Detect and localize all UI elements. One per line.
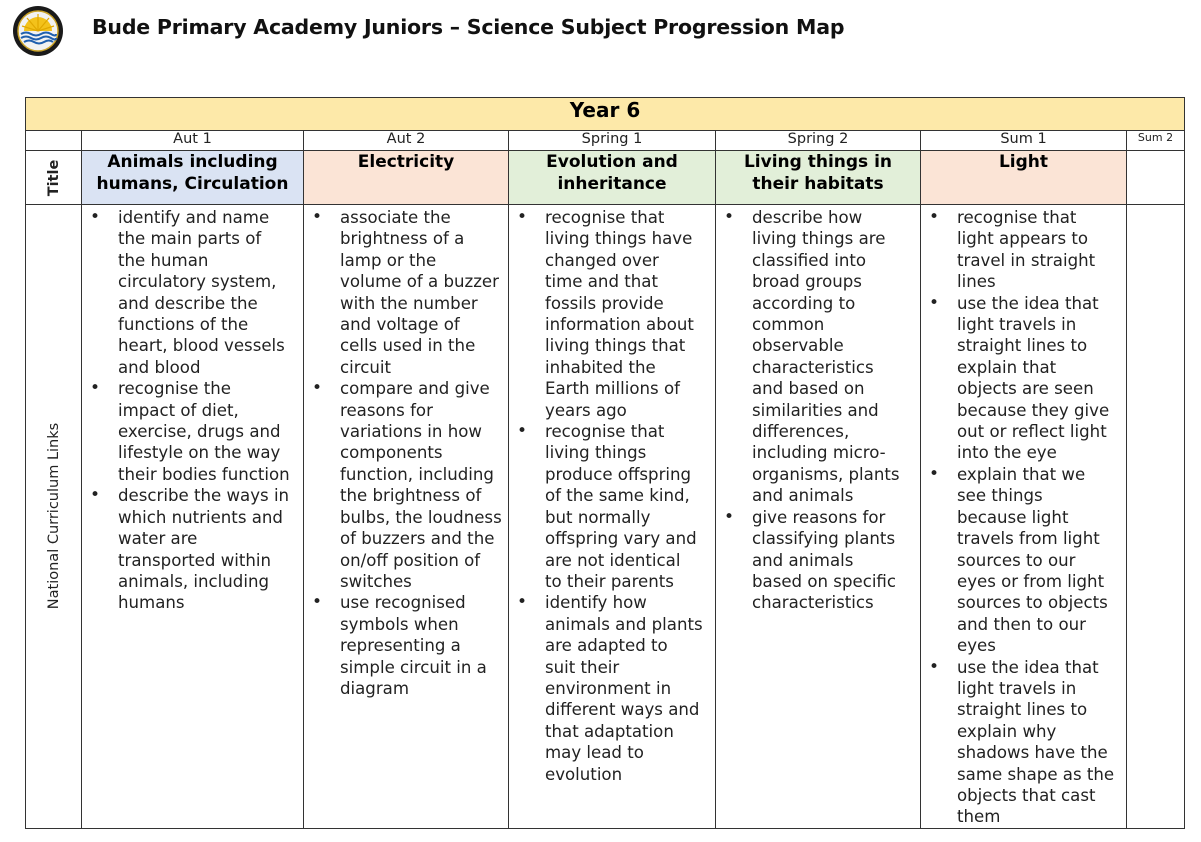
curriculum-line: observable [752,336,844,356]
curriculum-line: may lead to [545,743,644,763]
curriculum-item [509,421,711,592]
curriculum-item [82,485,299,613]
term-header: Sum 2 [1127,131,1185,151]
curriculum-line: diagram [340,678,410,698]
curriculum-line: inhabited the [545,357,656,377]
curriculum-line: different ways and [545,700,700,720]
curriculum-line: their bodies function [118,464,290,484]
curriculum-list [509,205,715,785]
curriculum-line: use the idea that [957,293,1099,313]
curriculum-line: eyes or from light [957,571,1105,591]
curriculum-list [304,205,508,699]
curriculum-list [82,205,303,614]
curriculum-line: use the idea that [957,657,1099,677]
curriculum-line: circulatory system, [118,272,277,292]
curriculum-line: explain why [957,721,1057,741]
curriculum-line: cells used in the [340,336,476,356]
curriculum-line: identify how [545,593,647,613]
curriculum-line: identify and name [118,208,270,227]
curriculum-line: that adaptation [545,721,674,741]
curriculum-line: on/off position of [340,550,481,570]
topic-title [716,151,921,205]
curriculum-line: recognise that [545,208,665,227]
curriculum-item [509,592,711,785]
curriculum-line: objects are seen [957,379,1094,399]
curriculum-line: describe how [752,208,863,227]
curriculum-item [921,293,1122,464]
curriculum-line: them [957,807,1001,827]
curriculum-line: travel in straight [957,250,1096,270]
curriculum-line: and based on [752,379,865,399]
curriculum-line: light travels in [957,678,1077,698]
curriculum-line: are not identical [545,550,681,570]
curriculum-item [509,207,711,421]
topic-title-line: Animals including [107,152,278,172]
curriculum-line: and then to our [957,614,1086,634]
curriculum-line: the main parts of [118,229,262,249]
curriculum-line: straight lines to [957,336,1088,356]
curriculum-line: heart, blood vessels [118,336,285,356]
curriculum-line: Earth millions of [545,379,680,399]
curriculum-line: brightness of a [340,229,465,249]
curriculum-item [716,207,916,507]
year-heading: Year 6 [26,98,1185,131]
curriculum-line: recognise that [545,422,665,442]
curriculum-line: travels from light [957,529,1100,549]
curriculum-line: and animals [752,550,854,570]
curriculum-line: switches [340,571,412,591]
curriculum-line: which nutrients and [118,507,283,527]
curriculum-item [82,378,299,485]
links-cell [716,205,921,829]
curriculum-line: give reasons for [752,507,886,527]
curriculum-line: time and that [545,272,658,292]
curriculum-line: living things are [752,229,886,249]
topic-title [921,151,1127,205]
curriculum-line: recognise that [957,208,1077,227]
curriculum-line: animals and plants [545,614,703,634]
curriculum-item [304,592,504,699]
curriculum-item [304,207,504,378]
curriculum-line: describe the ways in [118,486,290,506]
page-title: Bude Primary Academy Juniors – Science Subject Progression Map [92,15,845,39]
curriculum-line: similarities and [752,400,879,420]
curriculum-line: and blood [118,357,201,377]
curriculum-line: sources to objects [957,593,1108,613]
topic-title-line: Evolution and [546,152,678,172]
term-header: Spring 1 [509,131,716,151]
curriculum-line: symbols when [340,614,459,634]
row-label-links [26,205,82,829]
curriculum-line: associate the [340,208,451,227]
curriculum-line: light appears to [957,229,1089,249]
links-cell [1127,205,1185,829]
curriculum-line: fossils provide [545,293,664,313]
curriculum-line: variations in how [340,422,482,442]
curriculum-list [716,205,920,614]
curriculum-line: living things have [545,229,693,249]
curriculum-line: common [752,315,825,335]
curriculum-line: but normally [545,507,651,527]
topic-title [82,151,304,205]
curriculum-line: sources to our [957,550,1076,570]
topic-title-line: humans, Circulation [96,174,289,194]
curriculum-line: living things that [545,336,686,356]
curriculum-line: out or reflect light [957,422,1107,442]
curriculum-line: humans [118,593,185,613]
curriculum-line: the brightness of [340,486,482,506]
topic-title [304,151,509,205]
curriculum-line: eyes [957,636,996,656]
school-crest-icon [12,5,64,57]
curriculum-line: water are [118,529,198,549]
curriculum-line: and voltage of [340,315,460,335]
curriculum-line: evolution [545,764,623,784]
curriculum-line: functions of the [118,315,249,335]
curriculum-line: including micro- [752,443,886,463]
curriculum-line: objects that cast [957,785,1096,805]
topic-title [509,151,716,205]
curriculum-line: into the eye [957,443,1057,463]
curriculum-line: according to [752,293,856,313]
curriculum-line: lines [957,272,996,292]
curriculum-line: suit their [545,657,620,677]
topic-title-line: Electricity [357,152,455,172]
topic-title-line: their habitats [752,174,884,194]
curriculum-line: living things [545,443,647,463]
links-cell [304,205,509,829]
curriculum-line: explain that [957,357,1057,377]
links-cell [921,205,1127,829]
curriculum-line: based on specific [752,571,897,591]
row-label-text: National Curriculum Links [45,423,62,610]
curriculum-line: explain that we [957,464,1086,484]
curriculum-line: same shape as the [957,764,1115,784]
curriculum-line: recognise the [118,379,231,399]
curriculum-line: to their parents [545,571,674,591]
curriculum-line: bulbs, the loudness [340,507,502,527]
curriculum-line: circuit [340,357,391,377]
row-label-title [26,151,82,205]
curriculum-line: classifying plants [752,529,896,549]
curriculum-line: impact of diet, [118,400,239,420]
curriculum-line: animals, including [118,571,270,591]
curriculum-line: because light [957,507,1069,527]
curriculum-line: of the same kind, [545,486,690,506]
curriculum-line: environment in [545,678,672,698]
curriculum-line: lamp or the [340,250,437,270]
curriculum-line: characteristics [752,357,874,377]
term-header: Spring 2 [716,131,921,151]
links-cell [82,205,304,829]
curriculum-line: shadows have the [957,743,1108,763]
term-header: Aut 1 [82,131,304,151]
curriculum-line: years ago [545,400,627,420]
curriculum-line: volume of a buzzer [340,272,499,292]
curriculum-line: light travels in [957,315,1077,335]
curriculum-list [921,205,1126,828]
curriculum-line: components [340,443,443,463]
curriculum-line: organisms, plants [752,464,900,484]
curriculum-line: offspring vary and [545,529,697,549]
row-label-text: Title [45,159,62,196]
curriculum-line: see things [957,486,1043,506]
topic-title-line: Living things in [743,152,893,172]
curriculum-line: differences, [752,422,850,442]
curriculum-line: representing a [340,636,461,656]
curriculum-item [921,464,1122,657]
progression-map-table [25,97,1185,829]
curriculum-item [82,207,299,378]
curriculum-line: information about [545,315,694,335]
curriculum-line: lifestyle on the way [118,443,281,463]
curriculum-line: broad groups [752,272,862,292]
curriculum-line: simple circuit in a [340,657,487,677]
curriculum-line: characteristics [752,593,874,613]
curriculum-line: exercise, drugs and [118,422,281,442]
curriculum-item [921,657,1122,828]
curriculum-line: because they give [957,400,1110,420]
curriculum-line: produce offspring [545,464,692,484]
curriculum-item [921,207,1122,293]
curriculum-item [716,507,916,614]
curriculum-line: and describe the [118,293,258,313]
topic-title-line: Light [998,152,1049,172]
corner-cell [26,131,82,151]
topic-title-line: inheritance [557,174,667,194]
curriculum-line: of buzzers and the [340,529,495,549]
curriculum-line: are adapted to [545,636,668,656]
curriculum-line: changed over [545,250,659,270]
curriculum-line: function, including [340,464,494,484]
curriculum-line: transported within [118,550,272,570]
curriculum-item [304,378,504,592]
curriculum-line: and animals [752,486,854,506]
curriculum-line: classified into [752,250,867,270]
curriculum-line: straight lines to [957,700,1088,720]
links-cell [509,205,716,829]
curriculum-line: with the number [340,293,478,313]
curriculum-line: use recognised [340,593,466,613]
term-header: Sum 1 [921,131,1127,151]
curriculum-line: reasons for [340,400,433,420]
curriculum-line: compare and give [340,379,490,399]
topic-title [1127,151,1185,205]
term-header: Aut 2 [304,131,509,151]
curriculum-line: the human [118,250,209,270]
